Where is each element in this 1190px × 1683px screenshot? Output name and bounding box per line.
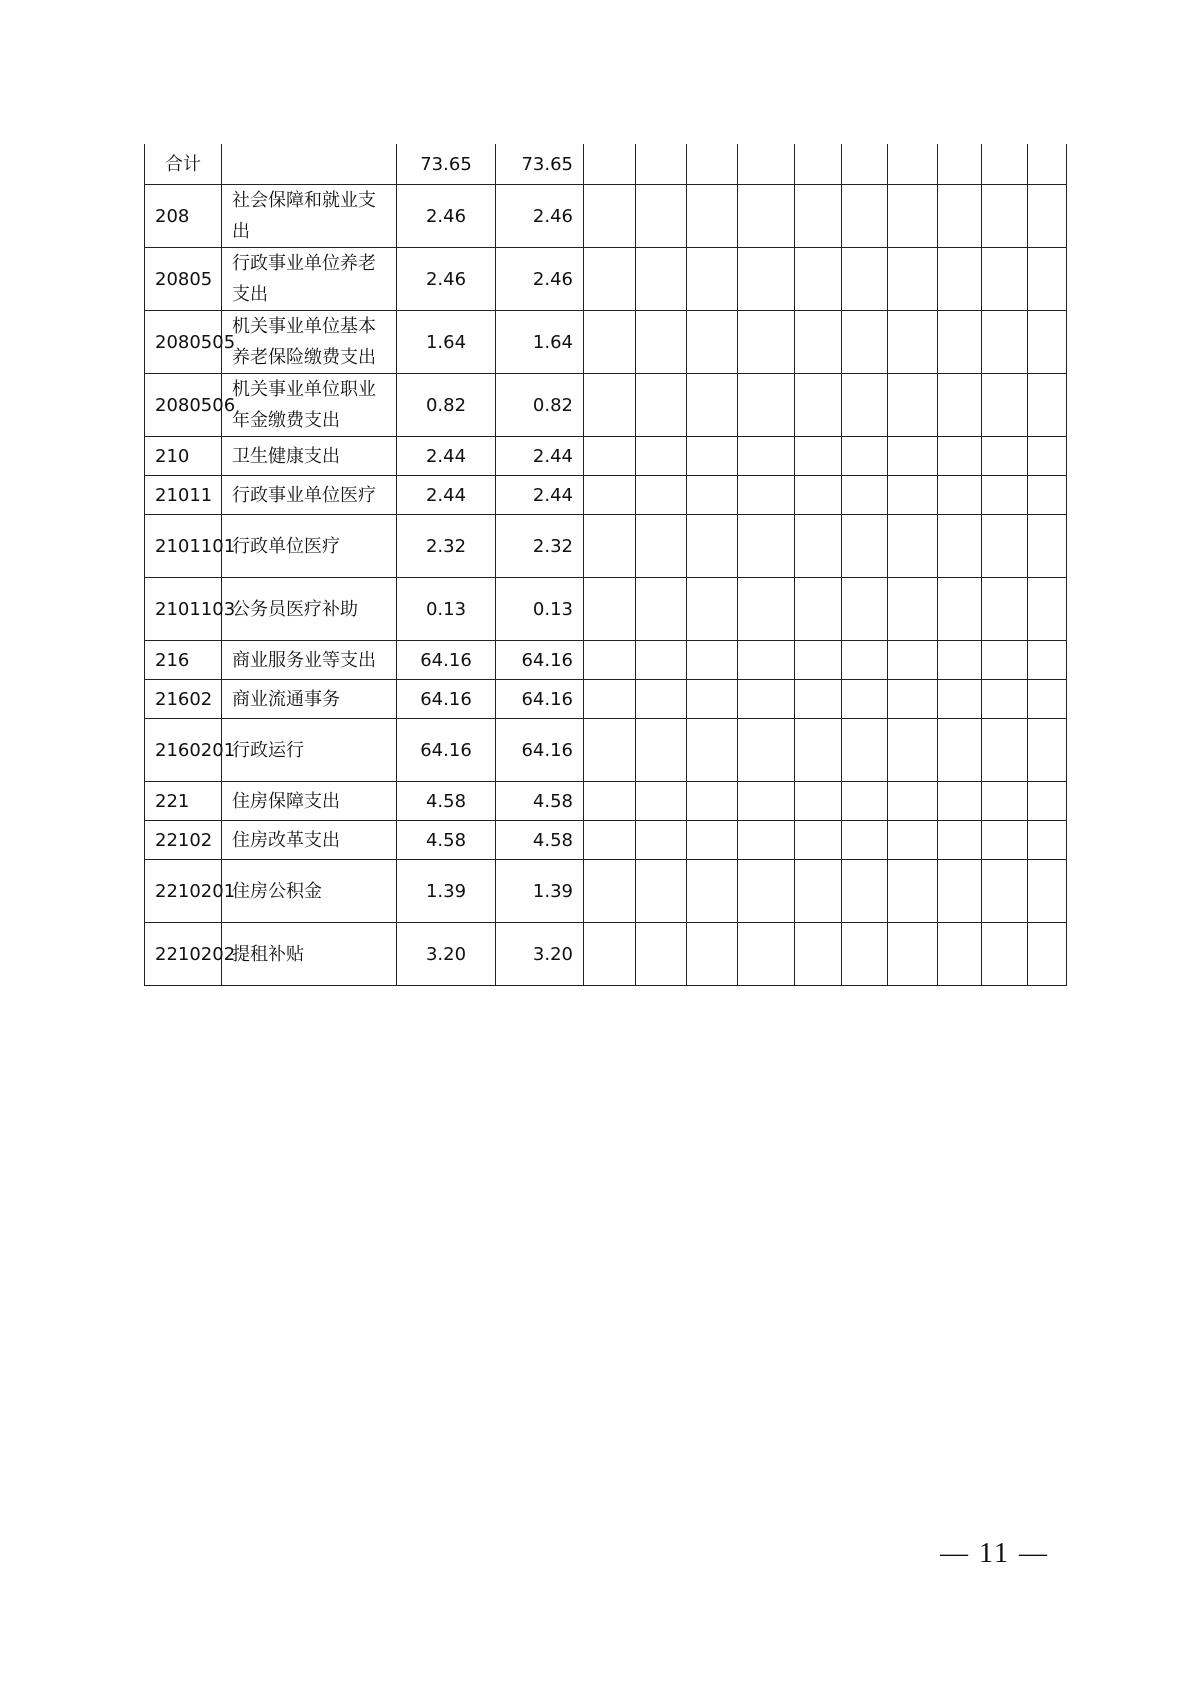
table-row [145, 311, 1067, 374]
table-cell-empty [222, 144, 397, 185]
subject-code: 2210201 [145, 860, 222, 923]
table-row [145, 374, 1067, 437]
row-basic-amount: 1.39 [496, 860, 584, 923]
table-cell-empty [795, 185, 842, 248]
table-cell-empty [842, 311, 888, 374]
table-cell-empty [687, 144, 738, 185]
table-cell-empty [1028, 374, 1067, 437]
row-total-amount: 2.32 [397, 515, 496, 578]
table-cell-empty [888, 476, 938, 515]
table-cell-empty [938, 311, 982, 374]
subject-code: 208 [145, 185, 222, 248]
table-cell-empty [982, 719, 1028, 782]
page-number: — 11 — [940, 1538, 1049, 1569]
table-cell-empty [888, 578, 938, 641]
table-cell-empty [795, 641, 842, 680]
table-cell-empty [636, 782, 687, 821]
subject-code: 21011 [145, 476, 222, 515]
table-cell-empty [584, 437, 636, 476]
table-cell-empty [888, 821, 938, 860]
table-cell-empty [584, 641, 636, 680]
subject-code: 20805 [145, 248, 222, 311]
row-total-amount: 4.58 [397, 782, 496, 821]
table-cell-empty [888, 719, 938, 782]
subject-code: 21602 [145, 680, 222, 719]
row-total-amount: 2.44 [397, 476, 496, 515]
table-cell-empty [738, 782, 795, 821]
table-cell-empty [1028, 515, 1067, 578]
table-cell-empty [1028, 185, 1067, 248]
table-cell-empty [584, 782, 636, 821]
row-basic-amount: 0.82 [496, 374, 584, 437]
table-cell-empty [938, 185, 982, 248]
total-row [145, 144, 1067, 185]
row-basic-amount: 3.20 [496, 923, 584, 986]
table-cell-empty [982, 311, 1028, 374]
table-cell-empty [982, 374, 1028, 437]
table-cell-empty [636, 185, 687, 248]
subject-code: 2080506 [145, 374, 222, 437]
table-cell-empty [982, 782, 1028, 821]
table-row [145, 437, 1067, 476]
table-cell-empty [738, 248, 795, 311]
table-cell-empty [938, 680, 982, 719]
table-cell-empty [842, 248, 888, 311]
table-cell-empty [1028, 923, 1067, 986]
table-cell-empty [636, 248, 687, 311]
table-cell-empty [584, 144, 636, 185]
table-cell-empty [636, 515, 687, 578]
table-cell-empty [938, 437, 982, 476]
row-basic-amount: 2.32 [496, 515, 584, 578]
table-cell-empty [888, 185, 938, 248]
table-cell-empty [584, 515, 636, 578]
table-cell-empty [584, 821, 636, 860]
table-cell-empty [842, 476, 888, 515]
table-cell-empty [982, 515, 1028, 578]
table-cell-empty [938, 923, 982, 986]
table-cell-empty [636, 311, 687, 374]
row-basic-amount: 1.64 [496, 311, 584, 374]
row-basic-amount: 64.16 [496, 641, 584, 680]
table-cell-empty [636, 680, 687, 719]
table-cell-empty [1028, 248, 1067, 311]
table-cell-empty [584, 185, 636, 248]
table-cell-empty [687, 860, 738, 923]
table-cell-empty [938, 860, 982, 923]
table-cell-empty [938, 248, 982, 311]
row-total-amount: 64.16 [397, 719, 496, 782]
row-basic-amount: 64.16 [496, 680, 584, 719]
table-cell-empty [1028, 437, 1067, 476]
subject-name: 行政事业单位医疗 [222, 476, 397, 515]
table-cell-empty [842, 578, 888, 641]
table-cell-empty [738, 374, 795, 437]
table-cell-empty [687, 641, 738, 680]
table-cell-empty [982, 641, 1028, 680]
table-cell-empty [738, 923, 795, 986]
table-cell-empty [795, 680, 842, 719]
subject-name: 提租补贴 [222, 923, 397, 986]
table-cell-empty [982, 476, 1028, 515]
table-cell-empty [584, 248, 636, 311]
total-basic-amount: 73.65 [496, 144, 584, 185]
table-cell-empty [738, 860, 795, 923]
table-cell-empty [982, 248, 1028, 311]
table-cell-empty [687, 476, 738, 515]
table-cell-empty [888, 923, 938, 986]
table-cell-empty [938, 515, 982, 578]
table-cell-empty [795, 248, 842, 311]
table-cell-empty [738, 144, 795, 185]
table-cell-empty [888, 680, 938, 719]
subject-name: 商业流通事务 [222, 680, 397, 719]
subject-code: 2160201 [145, 719, 222, 782]
table-cell-empty [687, 782, 738, 821]
table-cell-empty [982, 437, 1028, 476]
table-row [145, 248, 1067, 311]
row-basic-amount: 2.46 [496, 185, 584, 248]
table-cell-empty [842, 641, 888, 680]
table-cell-empty [938, 641, 982, 680]
table-cell-empty [584, 311, 636, 374]
table-row [145, 476, 1067, 515]
table-cell-empty [795, 144, 842, 185]
row-basic-amount: 2.44 [496, 437, 584, 476]
table-cell-empty [938, 821, 982, 860]
table-row [145, 515, 1067, 578]
table-row [145, 923, 1067, 986]
table-cell-empty [687, 515, 738, 578]
table-cell-empty [584, 476, 636, 515]
table-cell-empty [636, 374, 687, 437]
row-total-amount: 3.20 [397, 923, 496, 986]
table-row [145, 860, 1067, 923]
subject-code: 221 [145, 782, 222, 821]
row-total-amount: 2.44 [397, 437, 496, 476]
budget-expenditure-table [144, 144, 1067, 986]
table-cell-empty [636, 719, 687, 782]
table-cell-empty [842, 437, 888, 476]
table-cell-empty [1028, 476, 1067, 515]
table-cell-empty [888, 437, 938, 476]
table-cell-empty [636, 476, 687, 515]
table-cell-empty [982, 923, 1028, 986]
total-amount: 73.65 [397, 144, 496, 185]
subject-name: 住房公积金 [222, 860, 397, 923]
table-cell-empty [842, 144, 888, 185]
subject-name: 卫生健康支出 [222, 437, 397, 476]
table-cell-empty [738, 578, 795, 641]
table-cell-empty [738, 515, 795, 578]
subject-name: 行政事业单位养老支出 [222, 248, 397, 311]
table-cell-empty [687, 185, 738, 248]
table-cell-empty [795, 476, 842, 515]
table-cell-empty [888, 311, 938, 374]
subject-name: 住房保障支出 [222, 782, 397, 821]
table-cell-empty [938, 476, 982, 515]
row-basic-amount: 4.58 [496, 821, 584, 860]
table-cell-empty [687, 680, 738, 719]
table-cell-empty [738, 821, 795, 860]
table-cell-empty [738, 311, 795, 374]
table-cell-empty [584, 719, 636, 782]
table-cell-empty [687, 374, 738, 437]
table-cell-empty [636, 437, 687, 476]
subject-name: 机关事业单位职业年金缴费支出 [222, 374, 397, 437]
table-cell-empty [795, 821, 842, 860]
table-cell-empty [636, 923, 687, 986]
subject-code: 2101103 [145, 578, 222, 641]
table-cell-empty [584, 860, 636, 923]
table-cell-empty [795, 923, 842, 986]
table-cell-empty [888, 641, 938, 680]
subject-code: 2210202 [145, 923, 222, 986]
table-cell-empty [982, 578, 1028, 641]
table-cell-empty [1028, 311, 1067, 374]
table-cell-empty [687, 437, 738, 476]
row-basic-amount: 64.16 [496, 719, 584, 782]
table-row [145, 185, 1067, 248]
total-label: 合计 [145, 144, 222, 185]
table-cell-empty [1028, 719, 1067, 782]
table-cell-empty [982, 144, 1028, 185]
table-cell-empty [938, 578, 982, 641]
table-cell-empty [636, 144, 687, 185]
table-cell-empty [1028, 860, 1067, 923]
table-cell-empty [795, 437, 842, 476]
row-total-amount: 2.46 [397, 248, 496, 311]
table-cell-empty [842, 860, 888, 923]
table-cell-empty [636, 860, 687, 923]
table-cell-empty [795, 374, 842, 437]
subject-code: 216 [145, 641, 222, 680]
table-cell-empty [738, 680, 795, 719]
subject-name: 行政运行 [222, 719, 397, 782]
row-basic-amount: 2.44 [496, 476, 584, 515]
table-cell-empty [888, 248, 938, 311]
row-basic-amount: 0.13 [496, 578, 584, 641]
row-total-amount: 0.13 [397, 578, 496, 641]
table-cell-empty [636, 641, 687, 680]
table-cell-empty [842, 923, 888, 986]
table-cell-empty [888, 860, 938, 923]
table-cell-empty [1028, 782, 1067, 821]
table-cell-empty [888, 374, 938, 437]
table-cell-empty [795, 782, 842, 821]
table-cell-empty [687, 821, 738, 860]
subject-name: 住房改革支出 [222, 821, 397, 860]
subject-code: 210 [145, 437, 222, 476]
table-row [145, 578, 1067, 641]
subject-code: 2080505 [145, 311, 222, 374]
table-cell-empty [938, 719, 982, 782]
subject-name: 机关事业单位基本养老保险缴费支出 [222, 311, 397, 374]
table-row [145, 680, 1067, 719]
subject-name: 行政单位医疗 [222, 515, 397, 578]
table-row [145, 719, 1067, 782]
table-row [145, 821, 1067, 860]
table-cell-empty [795, 860, 842, 923]
table-cell-empty [842, 821, 888, 860]
subject-name: 商业服务业等支出 [222, 641, 397, 680]
table-cell-empty [842, 782, 888, 821]
table-cell-empty [888, 782, 938, 821]
row-basic-amount: 2.46 [496, 248, 584, 311]
table-cell-empty [842, 515, 888, 578]
row-total-amount: 2.46 [397, 185, 496, 248]
table-cell-empty [1028, 578, 1067, 641]
table-cell-empty [687, 719, 738, 782]
subject-name: 社会保障和就业支出 [222, 185, 397, 248]
table-cell-empty [842, 185, 888, 248]
table-cell-empty [738, 641, 795, 680]
subject-code: 2101101 [145, 515, 222, 578]
table-cell-empty [1028, 641, 1067, 680]
row-total-amount: 64.16 [397, 641, 496, 680]
table-cell-empty [888, 515, 938, 578]
row-total-amount: 0.82 [397, 374, 496, 437]
table-row [145, 782, 1067, 821]
table-cell-empty [795, 311, 842, 374]
table-cell-empty [982, 680, 1028, 719]
row-total-amount: 4.58 [397, 821, 496, 860]
table-cell-empty [687, 311, 738, 374]
table-cell-empty [982, 821, 1028, 860]
table-cell-empty [982, 860, 1028, 923]
table-cell-empty [738, 185, 795, 248]
table-cell-empty [842, 374, 888, 437]
table-cell-empty [1028, 680, 1067, 719]
table-cell-empty [1028, 821, 1067, 860]
table-cell-empty [795, 515, 842, 578]
table-cell-empty [938, 782, 982, 821]
table-cell-empty [636, 578, 687, 641]
table-cell-empty [687, 578, 738, 641]
table-cell-empty [584, 578, 636, 641]
table-cell-empty [795, 578, 842, 641]
table-cell-empty [636, 821, 687, 860]
table-cell-empty [738, 476, 795, 515]
table-cell-empty [738, 719, 795, 782]
table-cell-empty [687, 923, 738, 986]
table-cell-empty [584, 374, 636, 437]
table-cell-empty [938, 144, 982, 185]
row-total-amount: 64.16 [397, 680, 496, 719]
table-cell-empty [888, 144, 938, 185]
table-cell-empty [738, 437, 795, 476]
subject-name: 公务员医疗补助 [222, 578, 397, 641]
row-total-amount: 1.64 [397, 311, 496, 374]
table-cell-empty [938, 374, 982, 437]
row-basic-amount: 4.58 [496, 782, 584, 821]
row-total-amount: 1.39 [397, 860, 496, 923]
table-cell-empty [584, 923, 636, 986]
table-cell-empty [687, 248, 738, 311]
table-cell-empty [842, 719, 888, 782]
table-cell-empty [842, 680, 888, 719]
table-row [145, 641, 1067, 680]
table-cell-empty [584, 680, 636, 719]
table-cell-empty [982, 185, 1028, 248]
subject-code: 22102 [145, 821, 222, 860]
table-cell-empty [795, 719, 842, 782]
table-cell-empty [1028, 144, 1067, 185]
